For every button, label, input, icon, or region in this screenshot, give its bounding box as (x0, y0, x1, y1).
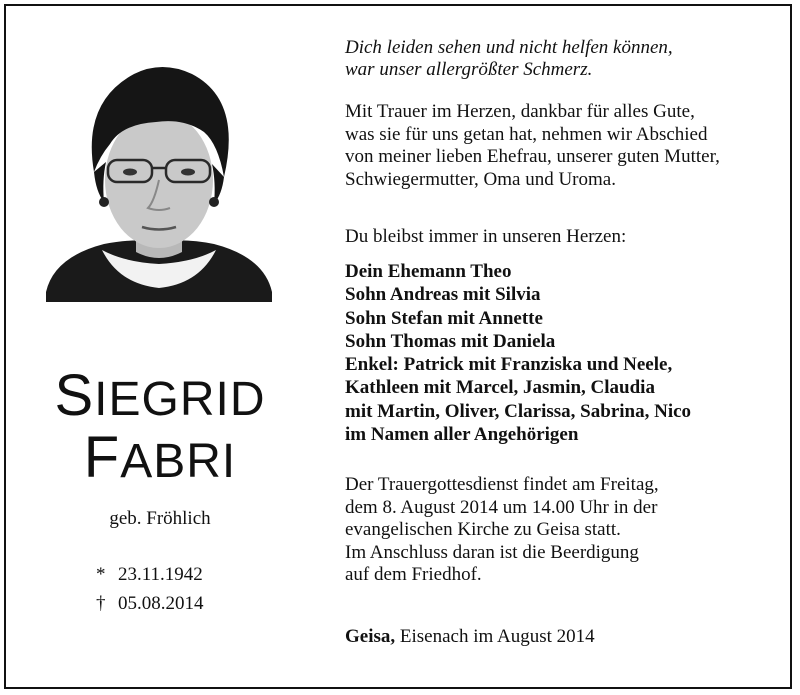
memorial-quote (345, 37, 775, 81)
farewell-line: was sie für uns getan hat, nehmen wir Abschied (345, 123, 708, 145)
service-line: evangelischen Kirche zu Geisa statt. (345, 519, 621, 540)
death-symbol: † (96, 593, 106, 614)
remembrance-line: Du bleibst immer in unseren Herzen: (345, 226, 627, 247)
farewell-line: Schwiegermutter, Oma und Uroma. (345, 168, 616, 190)
place-and-date (345, 626, 775, 649)
family-member: im Namen aller Angehörigen (345, 424, 579, 446)
place-rest: Eisenach im August 2014 (395, 626, 595, 647)
family-member: Kathleen mit Marcel, Jasmin, Claudia (345, 377, 655, 399)
death-date: 05.08.2014 (118, 593, 204, 614)
birth-symbol: * (96, 564, 106, 585)
quote-line: Dich leiden sehen und nicht helfen können, (345, 37, 673, 58)
portrait-photo (44, 52, 274, 302)
service-line: dem 8. August 2014 um 14.00 Uhr in der (345, 496, 658, 518)
family-member: mit Martin, Oliver, Clarissa, Sabrina, Nico (345, 400, 692, 422)
birth-date-row (96, 564, 203, 586)
family-list (345, 260, 775, 446)
service-info (345, 474, 775, 587)
service-line: Der Trauergottesdienst findet am Freitag, (345, 474, 659, 495)
birth-date: 23.11.1942 (118, 564, 203, 585)
family-member: Dein Ehemann Theo (345, 261, 512, 282)
farewell-line: Mit Trauer im Herzen, dankbar für alles Gute, (345, 101, 695, 122)
service-line: auf dem Friedhof. (345, 564, 482, 585)
death-date-row (96, 593, 204, 615)
last-name (10, 424, 310, 491)
family-member: Sohn Stefan mit Annette (345, 307, 543, 329)
family-member: Enkel: Patrick mit Franziska und Neele, (345, 354, 673, 376)
service-line: Im Anschluss daran ist die Beerdigung (345, 541, 639, 563)
first-name (10, 362, 310, 429)
place-town: Geisa, (345, 626, 396, 647)
family-member: Sohn Thomas mit Daniela (345, 330, 556, 352)
farewell-line: von meiner lieben Ehefrau, unserer guten Mutter, (345, 146, 720, 167)
maiden-name: geb. Fröhlich (109, 508, 211, 529)
family-member: Sohn Andreas mit Silvia (345, 284, 541, 306)
last-name-rest: ABRI (120, 435, 237, 488)
farewell-text (345, 101, 775, 191)
last-name-initial: F (83, 425, 121, 490)
first-name-rest: IEGRID (94, 373, 266, 426)
first-name-initial: S (54, 363, 95, 428)
quote-line: war unser allergrößter Schmerz. (345, 59, 593, 80)
